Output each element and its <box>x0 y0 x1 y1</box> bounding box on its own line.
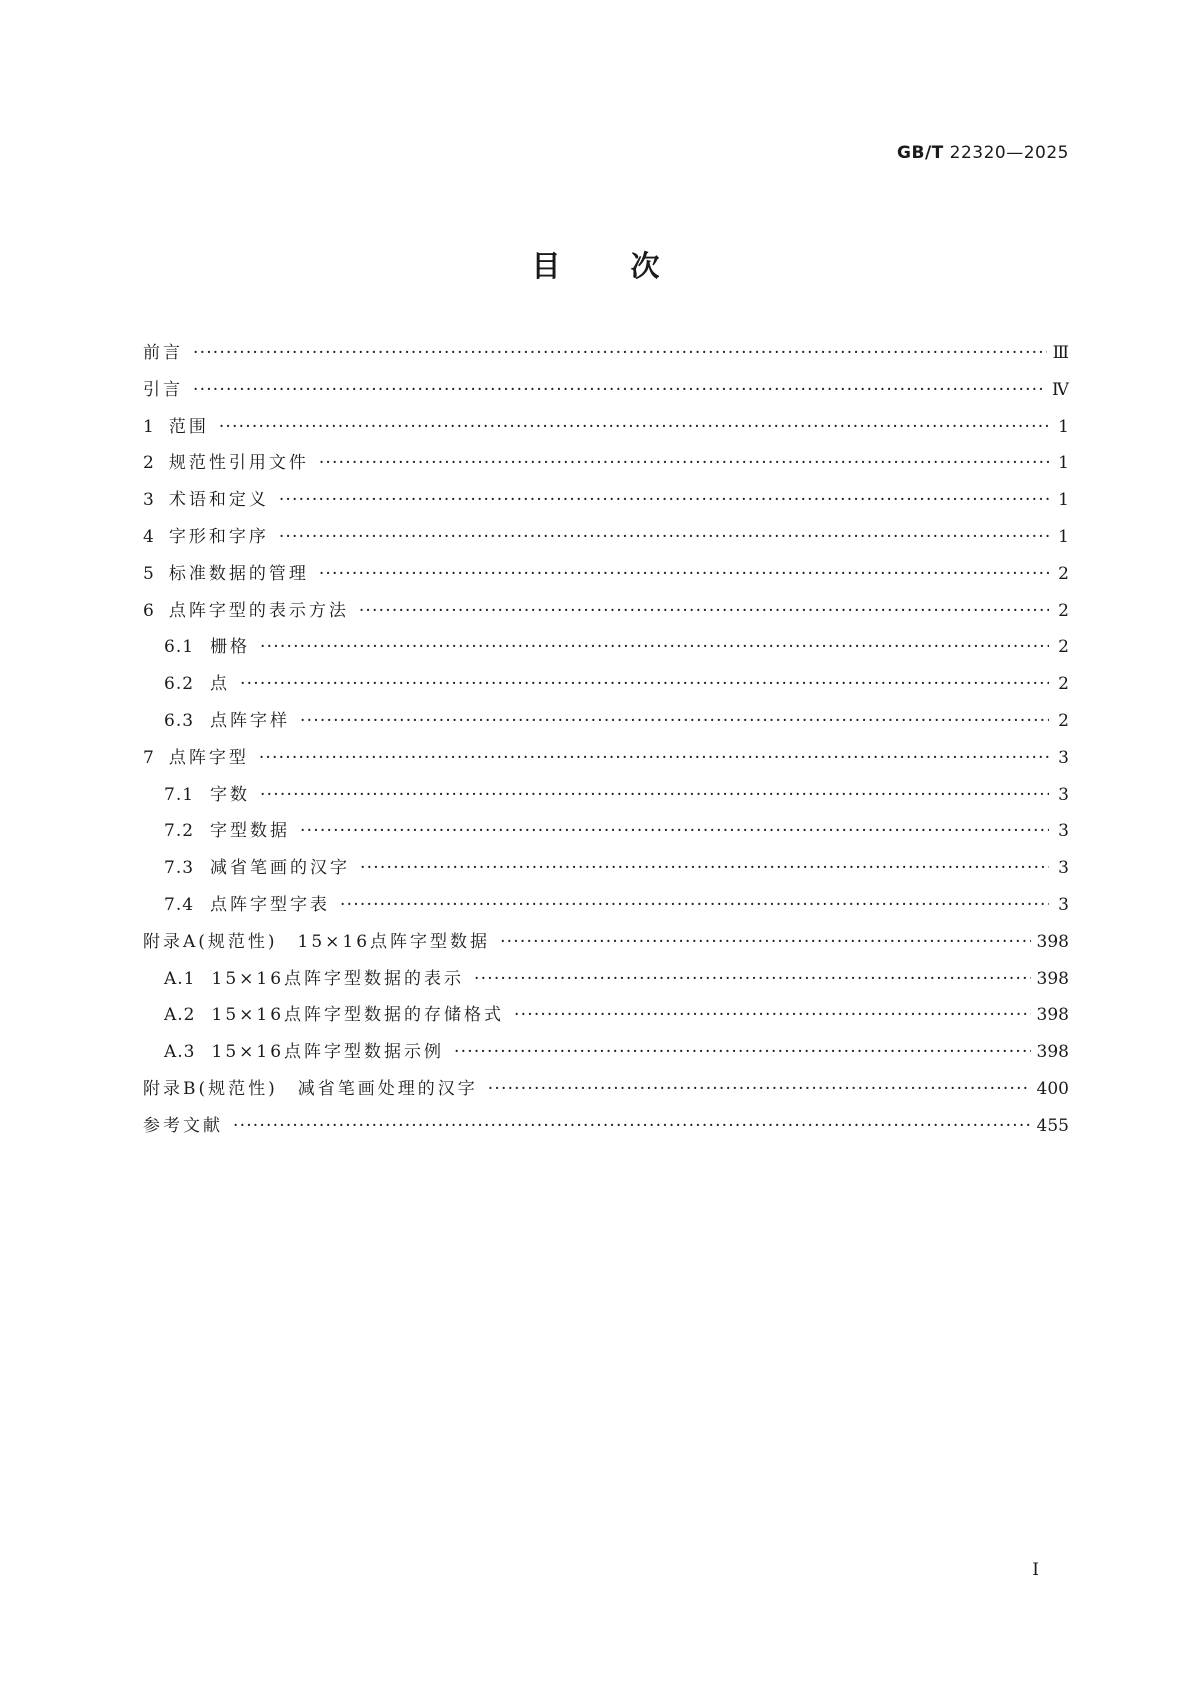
toc-dot-leader <box>360 858 1049 878</box>
toc-dot-leader <box>279 527 1049 547</box>
toc-entry[interactable] <box>143 485 1069 522</box>
toc-entry-page: 3 <box>1058 894 1069 915</box>
toc-entry-page: 400 <box>1036 1078 1069 1099</box>
toc-entry-title: 规范性引用文件 <box>168 453 309 474</box>
toc-entry-number: 7.4 <box>164 894 195 915</box>
toc-entry-number: 6 <box>143 600 155 621</box>
toc-entry[interactable] <box>143 890 1069 927</box>
toc-entry-title: 点阵字样 <box>210 710 291 731</box>
toc-entry-page: 1 <box>1058 490 1069 511</box>
toc-entry-page: 1 <box>1058 526 1069 547</box>
toc-entry-number: 7.3 <box>164 858 195 879</box>
toc-entry[interactable] <box>143 412 1069 449</box>
toc-entry[interactable] <box>143 338 1069 375</box>
toc-dot-leader <box>300 711 1049 731</box>
toc-entry-title: 前言 <box>143 343 183 363</box>
toc-entry-title: 点阵字型 <box>168 747 249 768</box>
toc-dot-leader <box>240 674 1049 694</box>
toc-dot-leader <box>193 380 1046 400</box>
toc-entry-page: 1 <box>1058 453 1069 474</box>
toc-entry-title: 术语和定义 <box>168 490 269 511</box>
toc-entry-page: 398 <box>1036 968 1069 989</box>
toc-entry[interactable] <box>143 1037 1069 1074</box>
toc-dot-leader <box>359 601 1049 621</box>
toc-entry[interactable] <box>143 669 1069 706</box>
toc-entry[interactable] <box>143 1111 1069 1148</box>
toc-entry-number: A.3 <box>164 1042 196 1063</box>
toc-dot-leader <box>488 1079 1031 1099</box>
toc-entry-page: 398 <box>1036 931 1069 952</box>
toc-dot-leader <box>259 748 1049 768</box>
toc-entry-page: 3 <box>1058 821 1069 842</box>
toc-entry[interactable] <box>143 743 1069 780</box>
toc-dot-leader <box>260 785 1049 805</box>
toc-entry-number: 2 <box>143 453 155 474</box>
toc-entry-page: 2 <box>1058 637 1069 658</box>
toc-dot-leader <box>233 1116 1031 1136</box>
toc-entry-page: Ⅲ <box>1052 343 1069 363</box>
toc-entry-number: A.1 <box>164 968 196 989</box>
toc-entry[interactable] <box>143 596 1069 633</box>
page-number: Ⅰ <box>1032 1560 1039 1580</box>
toc-dot-leader <box>500 932 1030 952</box>
toc-entry-title: 引言 <box>143 379 183 400</box>
toc-entry-number: 6.2 <box>164 674 195 695</box>
toc-entry-page: 398 <box>1036 1042 1069 1063</box>
toc-entry-title: 范围 <box>168 416 209 437</box>
toc-entry-number: 5 <box>143 563 155 584</box>
toc-entry-page: 3 <box>1058 784 1069 805</box>
toc-entry-number: 3 <box>143 490 155 511</box>
toc-entry-title: 附录A(规范性) 15×16点阵字型数据 <box>143 931 491 952</box>
toc-entry-title: 15×16点阵字型数据的表示 <box>211 968 465 989</box>
toc-entry[interactable] <box>143 780 1069 817</box>
toc-entry[interactable] <box>143 375 1069 412</box>
standard-code: 22320—2025 <box>949 143 1069 163</box>
toc-entry[interactable] <box>143 816 1069 853</box>
toc-dot-leader <box>474 969 1031 989</box>
toc-entry-title: 点 <box>210 674 231 695</box>
page-title: 目次 <box>531 249 730 283</box>
toc-entry[interactable] <box>143 1074 1069 1111</box>
toc-entry-number: A.2 <box>164 1005 196 1026</box>
table-of-contents <box>143 338 1069 1148</box>
toc-entry-title: 标准数据的管理 <box>168 563 309 584</box>
toc-entry-page: 2 <box>1058 600 1069 621</box>
toc-entry-title: 栅格 <box>210 637 251 658</box>
toc-entry[interactable] <box>143 927 1069 964</box>
toc-entry[interactable] <box>143 964 1069 1001</box>
toc-dot-leader <box>319 453 1049 473</box>
toc-entry[interactable] <box>143 448 1069 485</box>
toc-entry-number: 7 <box>143 747 155 768</box>
toc-entry[interactable] <box>143 522 1069 559</box>
toc-entry[interactable] <box>143 1000 1069 1037</box>
toc-dot-leader <box>193 343 1047 363</box>
toc-entry-title: 字数 <box>210 784 251 805</box>
toc-entry-number: 6.3 <box>164 710 195 731</box>
toc-entry-title: 字形和字序 <box>168 526 269 547</box>
toc-entry-number: 6.1 <box>164 637 195 658</box>
standard-number <box>897 143 1069 163</box>
toc-entry-number: 7.2 <box>164 821 195 842</box>
toc-entry[interactable] <box>143 632 1069 669</box>
toc-entry-title: 点阵字型的表示方法 <box>168 600 349 621</box>
standard-prefix: GB/T <box>897 143 944 163</box>
toc-entry[interactable] <box>143 706 1069 743</box>
toc-dot-leader <box>260 637 1049 657</box>
toc-entry-number: 1 <box>143 416 155 437</box>
toc-entry[interactable] <box>143 853 1069 890</box>
toc-entry-page: 2 <box>1058 710 1069 731</box>
toc-entry-title: 减省笔画的汉字 <box>210 858 351 879</box>
toc-entry-page: 455 <box>1036 1115 1069 1136</box>
toc-dot-leader <box>300 821 1049 841</box>
toc-entry-page: 1 <box>1058 416 1069 437</box>
toc-entry-page: Ⅳ <box>1052 379 1069 400</box>
toc-entry-page: 3 <box>1058 858 1069 879</box>
toc-entry-page: 2 <box>1058 674 1069 695</box>
toc-dot-leader <box>319 564 1049 584</box>
toc-dot-leader <box>279 490 1049 510</box>
toc-entry-title: 字型数据 <box>210 821 291 842</box>
toc-entry-title: 15×16点阵字型数据的存储格式 <box>211 1005 505 1026</box>
toc-entry-number: 4 <box>143 526 155 547</box>
toc-dot-leader <box>219 417 1049 437</box>
toc-entry-title: 参考文献 <box>143 1115 223 1136</box>
toc-entry-page: 398 <box>1036 1005 1069 1026</box>
toc-entry-page: 2 <box>1058 563 1069 584</box>
toc-entry-title: 附录B(规范性) 减省笔画处理的汉字 <box>143 1078 478 1099</box>
toc-entry-page: 3 <box>1058 747 1069 768</box>
toc-dot-leader <box>454 1042 1031 1062</box>
toc-entry[interactable] <box>143 559 1069 596</box>
toc-entry-number: 7.1 <box>164 784 195 805</box>
toc-entry-title: 15×16点阵字型数据示例 <box>211 1042 445 1063</box>
toc-dot-leader <box>340 895 1049 915</box>
toc-dot-leader <box>514 1005 1031 1025</box>
toc-entry-title: 点阵字型字表 <box>210 894 331 915</box>
